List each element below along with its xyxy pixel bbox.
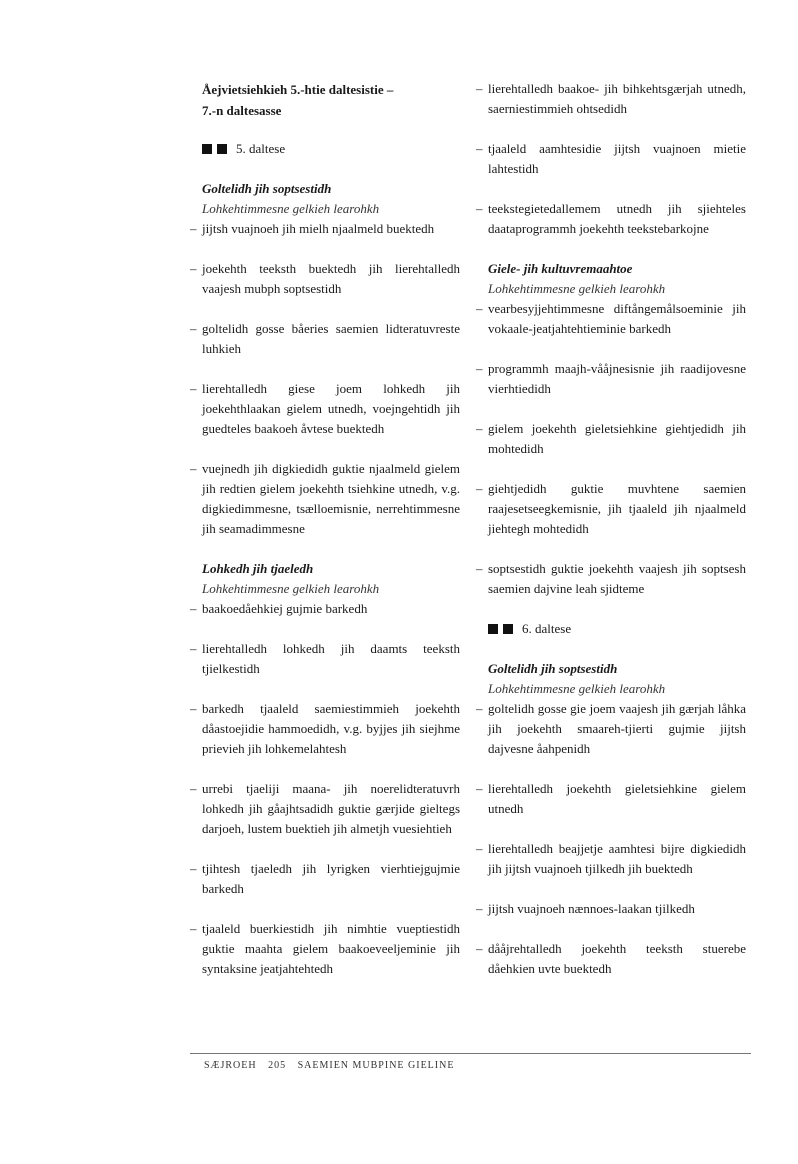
- list-item: – dååjrehtalledh joekehth teeksth stuerebe dåehkien uvte buektedh: [476, 939, 746, 979]
- page-heading-line2: 7.-n daltesasse: [202, 103, 282, 118]
- subhead: Goltelidh jih soptsestidh: [488, 661, 618, 676]
- list-item: – tjihtesh tjaeledh jih lyrigken vierhtiejgujmie barkedh: [190, 859, 460, 899]
- list-item: – teekstegietedallemem utnedh jih sjiehteles daataprogrammh joekehth teekstebarkojne: [476, 199, 746, 239]
- list-item: – lierehtalledh beajjetje aamhtesi bijre digkiedidh jih jijtsh vuajnoeh tjilkedh jih buektedh: [476, 839, 746, 879]
- list-item: – baakoedåehkiej gujmie barkedh: [190, 599, 460, 619]
- footer-page-number: 205: [268, 1060, 287, 1071]
- subsubhead: Lohkehtimmesne gelkieh learohkh: [488, 281, 666, 296]
- list-item: – vearbesyjjehtimmesne diftångemålsoeminie jih vokaale-jeatjahtehtieminie barkedh: [476, 299, 746, 339]
- square-bullet-icon: [503, 624, 513, 634]
- goal-list: [476, 699, 746, 979]
- footer-title: SAEMIEN MUBPINE GIELINE: [297, 1060, 455, 1071]
- goal-list: [476, 299, 746, 599]
- list-item: – lierehtalledh baakoe- jih bihkehtsgærjah utnedh, saerniestimmieh ohtsedidh: [476, 79, 746, 119]
- goal-list: [190, 219, 460, 539]
- goal-list: [190, 599, 460, 979]
- list-item: – joekehth teeksth buektedh jih lierehtalledh vaajesh mubph soptsestidh: [190, 259, 460, 299]
- list-item: – tjaaleld buerkiestidh jih nimhtie vueptiestidh guktie maahta gielem baakoeveeljeminie jih syntaksine jeatjahtehtedh: [190, 919, 460, 979]
- page-heading-line1: Åejvietsiehkieh 5.-htie daltesistie –: [202, 82, 394, 97]
- subsubhead: Lohkehtimmesne gelkieh learohkh: [488, 681, 666, 696]
- section-label-6: [488, 619, 746, 639]
- list-item: – tjaaleld aamhtesidie jijtsh vuajnoen mietie lahtestidh: [476, 139, 746, 179]
- footer-journal: SÆJROEH: [204, 1060, 257, 1071]
- section-label-text: 6. daltese: [522, 621, 572, 636]
- page-footer: [204, 1060, 462, 1071]
- list-item: – giehtjedidh guktie muvhtene saemien raajesetseegkemisnie, jih tjaaleld jih njaalmeld jiehtegh mohtedidh: [476, 479, 746, 539]
- square-bullet-icon: [202, 144, 212, 154]
- list-item: – urrebi tjaeliji maana- jih noerelidteratuvrh lohkedh jih gåajhtsadidh guktie gærjide gieltegs darjoeh, lustem buektieh jih almetjh vuesiehtieh: [190, 779, 460, 839]
- list-item: – soptsestidh guktie joekehth vaajesh jih soptsesh saemien dajvine leah sjidteme: [476, 559, 746, 599]
- square-bullet-icon: [217, 144, 227, 154]
- left-column: [190, 79, 460, 999]
- subhead: Giele- jih kultuvremaahtoe: [488, 261, 633, 276]
- section-label-text: 5. daltese: [236, 141, 286, 156]
- list-item: – lierehtalledh lohkedh jih daamts teeksth tjielkestidh: [190, 639, 460, 679]
- list-item: – gielem joekehth gieletsiehkine giehtjedidh jih mohtedidh: [476, 419, 746, 459]
- subsubhead: Lohkehtimmesne gelkieh learohkh: [202, 201, 380, 216]
- list-item: – goltelidh gosse gie joem vaajesh jih gærjah låhka jih joekehth smaareh-tjierti gujmie jijtsh dajvesne åahpenidh: [476, 699, 746, 759]
- list-item: – goltelidh gosse båeries saemien lidteratuvreste luhkieh: [190, 319, 460, 359]
- goal-list: [476, 79, 746, 239]
- list-item: – programmh maajh-vååjnesisnie jih raadijovesne vierhtiedidh: [476, 359, 746, 399]
- subhead: Goltelidh jih soptsestidh: [202, 181, 332, 196]
- list-item: – jijtsh vuajnoeh jih mielh njaalmeld buektedh: [190, 219, 460, 239]
- list-item: – lierehtalledh giese joem lohkedh jih joekehthlaakan gielem utnedh, voejngehtidh jih guedteles baakoeh åvtese buektedh: [190, 379, 460, 439]
- square-bullet-icon: [488, 624, 498, 634]
- list-item: – barkedh tjaaleld saemiestimmieh joekehth dåastoejidie hammoedidh, v.g. byjjes jih siejhme prievieh jih lohkemelahtesh: [190, 699, 460, 759]
- right-column: [476, 79, 746, 999]
- footer-divider: [190, 1053, 751, 1054]
- list-item: – lierehtalledh joekehth gieletsiehkine gielem utnedh: [476, 779, 746, 819]
- section-label-5: [202, 139, 460, 159]
- list-item: – jijtsh vuajnoeh nænnoes-laakan tjilkedh: [476, 899, 746, 919]
- subhead: Lohkedh jih tjaeledh: [202, 561, 314, 576]
- subsubhead: Lohkehtimmesne gelkieh learohkh: [202, 581, 380, 596]
- list-item: – vuejnedh jih digkiedidh guktie njaalmeld gielem jih redtien gielem joekehth tsiehkine utnedh, v.g. digkiedimmesne, tsælloemisnie, nerrehtimmesne jih seamadimmesne: [190, 459, 460, 539]
